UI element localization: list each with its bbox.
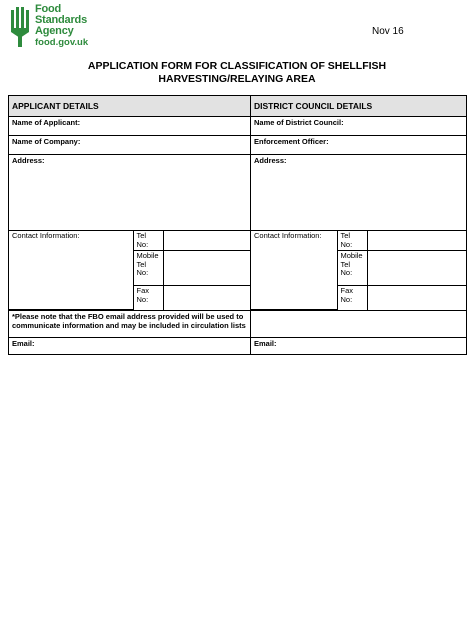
applicant-email-field[interactable] (9, 338, 251, 355)
application-form-table (8, 95, 467, 355)
council-contact-label: Contact Information: (251, 231, 337, 310)
logo-url: food.gov.uk (35, 37, 89, 48)
enforcement-officer-label: Enforcement Officer: (254, 137, 329, 146)
council-tel-label: Tel No: (337, 231, 367, 251)
form-title (0, 60, 474, 86)
company-name-field[interactable] (9, 136, 251, 155)
council-name-field[interactable] (251, 117, 467, 136)
council-name-label: Name of District Council: (254, 118, 344, 127)
council-mobile-label: Mobile Tel No: (337, 251, 367, 286)
applicant-email-label: Email: (12, 339, 35, 348)
form-title-line-1: APPLICATION FORM FOR CLASSIFICATION OF SHELLFISH (87, 60, 387, 72)
fork-icon (10, 4, 32, 48)
fsa-logo (10, 2, 120, 48)
applicant-details-header: APPLICANT DETAILS (9, 96, 251, 117)
council-address-field[interactable] (251, 155, 467, 231)
council-blank-cell (251, 311, 467, 338)
applicant-mobile-label: Mobile Tel No: (133, 251, 163, 286)
council-mobile-input[interactable] (367, 251, 466, 286)
email-notice: *Please note that the FBO email address provided will be used to communicate information and may be included in circulation lists (9, 311, 251, 338)
council-email-field[interactable] (251, 338, 467, 355)
council-address-label: Address: (254, 156, 287, 165)
enforcement-officer-field[interactable] (251, 136, 467, 155)
applicant-tel-input[interactable] (163, 231, 250, 251)
applicant-mobile-input[interactable] (163, 251, 250, 286)
applicant-name-field[interactable] (9, 117, 251, 136)
form-date: Nov 16 (372, 26, 404, 37)
applicant-fax-input[interactable] (163, 286, 250, 310)
council-email-label: Email: (254, 339, 277, 348)
applicant-tel-label: Tel No: (133, 231, 163, 251)
council-fax-input[interactable] (367, 286, 466, 310)
form-title-line-2: HARVESTING/RELAYING AREA (158, 73, 316, 85)
logo-line-1: Food (35, 3, 62, 15)
council-details-header: DISTRICT COUNCIL DETAILS (251, 96, 467, 117)
council-tel-input[interactable] (367, 231, 466, 251)
company-name-label: Name of Company: (12, 137, 81, 146)
logo-line-3: Agency (35, 25, 74, 37)
council-contact-cell (251, 231, 467, 311)
applicant-contact-cell (9, 231, 251, 311)
applicant-fax-label: Fax No: (133, 286, 163, 310)
applicant-contact-label: Contact Information: (9, 231, 133, 310)
logo-line-2: Standards (35, 14, 87, 26)
applicant-address-field[interactable] (9, 155, 251, 231)
council-fax-label: Fax No: (337, 286, 367, 310)
applicant-address-label: Address: (12, 156, 45, 165)
applicant-name-label: Name of Applicant: (12, 118, 81, 127)
